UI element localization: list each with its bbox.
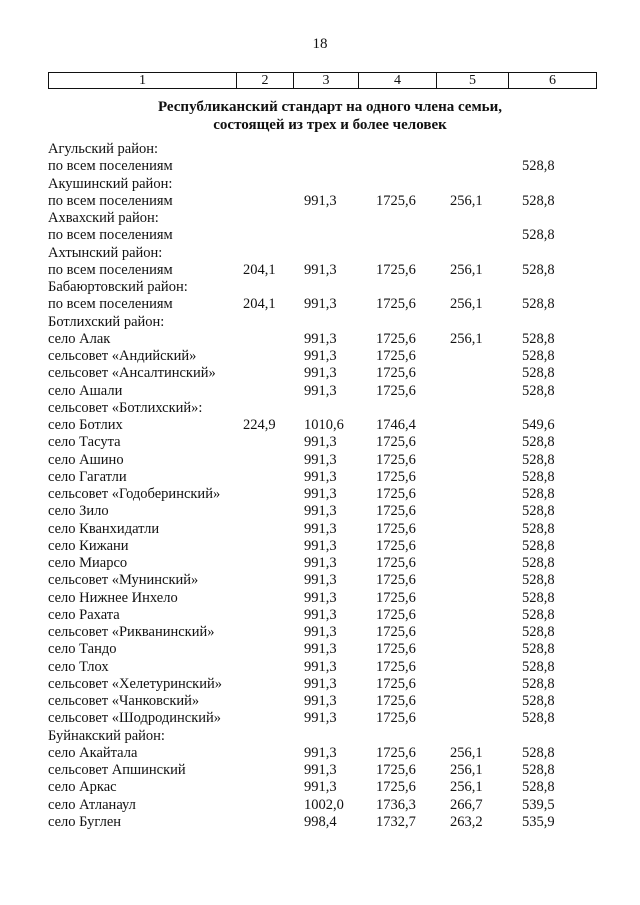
- cell-col-6: 528,8: [522, 675, 555, 692]
- cell-col-6: 528,8: [522, 330, 555, 347]
- cell-col-3: 991,3: [304, 296, 337, 313]
- cell-col-4: 1725,6: [376, 675, 416, 692]
- row-label: село Миарсо: [48, 555, 128, 571]
- row-label: сельсовет Апшинский: [48, 762, 186, 778]
- row-label: Ахвахский район:: [48, 210, 159, 226]
- table-row: [0, 245, 640, 262]
- cell-col-4: 1725,6: [376, 606, 416, 623]
- row-label: село Зило: [48, 503, 109, 520]
- cell-col-4: 1725,6: [376, 572, 416, 589]
- cell-col-3: 991,3: [304, 572, 337, 589]
- cell-col-3: 991,3: [304, 744, 337, 761]
- table-row: [0, 158, 640, 175]
- cell-col-6: 528,8: [522, 451, 555, 468]
- row-label: Агульский район:: [48, 141, 158, 157]
- table-row: [0, 227, 640, 244]
- row-label: село Тандо: [48, 641, 117, 658]
- cell-col-3: 991,3: [304, 762, 337, 778]
- cell-col-5: 256,1: [450, 744, 483, 761]
- table-row: [0, 434, 640, 451]
- table-row: [0, 262, 640, 279]
- cell-col-4: 1725,6: [376, 589, 416, 606]
- row-label: село Нижнее Инхело: [48, 589, 178, 606]
- cell-col-5: 256,1: [450, 296, 483, 313]
- cell-col-3: 991,3: [304, 451, 337, 468]
- table-row: [0, 607, 640, 624]
- row-label: село Ботлих: [48, 417, 123, 433]
- page-number: 18: [312, 36, 328, 52]
- table-row: [0, 417, 640, 434]
- cell-col-4: 1725,6: [376, 192, 416, 209]
- cell-col-4: 1725,6: [376, 365, 416, 382]
- cell-col-6: 528,8: [522, 486, 555, 502]
- row-label: село Кижани: [48, 537, 129, 554]
- cell-col-4: 1725,6: [376, 555, 416, 571]
- cell-col-5: 256,1: [450, 779, 483, 796]
- row-label: село Тлох: [48, 658, 109, 675]
- row-label: село Тасута: [48, 434, 121, 451]
- cell-col-4: 1725,6: [376, 658, 416, 675]
- cell-col-4: 1725,6: [376, 641, 416, 658]
- cell-col-2: 204,1: [243, 261, 276, 278]
- section-title-line-2: состоящей из трех и более человек: [213, 117, 447, 133]
- cell-col-4: 1725,6: [376, 382, 416, 399]
- cell-col-4: 1725,6: [376, 744, 416, 761]
- row-label: сельсовет «Ботлихский»:: [48, 399, 203, 416]
- cell-col-6: 549,6: [522, 417, 555, 433]
- row-label: Ботлихский район:: [48, 313, 165, 330]
- table-row: [0, 521, 640, 538]
- table-row: [0, 365, 640, 382]
- table-row: [0, 728, 640, 745]
- table-row: [0, 710, 640, 727]
- cell-col-4: 1725,6: [376, 486, 416, 502]
- cell-col-4: 1725,6: [376, 779, 416, 796]
- column-header-2: 2: [237, 73, 294, 89]
- cell-col-4: 1725,6: [376, 710, 416, 727]
- cell-col-6: 528,8: [522, 624, 555, 640]
- row-label: село Рахата: [48, 606, 120, 623]
- cell-col-3: 991,3: [304, 693, 337, 709]
- cell-col-4: 1725,6: [376, 451, 416, 468]
- column-header-row: [49, 73, 597, 89]
- cell-col-5: 266,7: [450, 796, 483, 813]
- cell-col-3: 991,3: [304, 348, 337, 364]
- cell-col-3: 991,3: [304, 503, 337, 520]
- cell-col-3: 991,3: [304, 675, 337, 692]
- row-label: село Буглен: [48, 813, 122, 830]
- cell-col-6: 535,9: [522, 813, 555, 830]
- cell-col-4: 1725,6: [376, 537, 416, 554]
- cell-col-6: 528,8: [522, 606, 555, 623]
- table-row: [0, 452, 640, 469]
- table-row: [0, 572, 640, 589]
- cell-col-3: 991,3: [304, 658, 337, 675]
- data-rows: [0, 141, 640, 831]
- cell-col-4: 1725,6: [376, 261, 416, 278]
- cell-col-4: 1725,6: [376, 348, 416, 364]
- cell-col-3: 991,3: [304, 589, 337, 606]
- column-header-5: 5: [437, 73, 509, 89]
- cell-col-3: 991,3: [304, 382, 337, 399]
- cell-col-6: 528,8: [522, 227, 555, 244]
- column-header-3: 3: [294, 73, 359, 89]
- section-title: [0, 98, 640, 134]
- table-row: [0, 797, 640, 814]
- column-header-table: [48, 72, 597, 89]
- row-label: село Ашали: [48, 382, 123, 399]
- cell-col-3: 991,3: [304, 710, 337, 727]
- row-label: по всем поселениям: [48, 158, 173, 175]
- table-row: [0, 210, 640, 227]
- row-label: село Атланаул: [48, 796, 136, 813]
- cell-col-6: 528,8: [522, 537, 555, 554]
- row-label: по всем поселениям: [48, 296, 173, 313]
- table-row: [0, 469, 640, 486]
- row-label: село Ашино: [48, 451, 124, 468]
- section-title-line-1: Республиканский стандарт на одного члена семьи,: [157, 99, 503, 115]
- table-row: [0, 745, 640, 762]
- cell-col-6: 528,8: [522, 365, 555, 382]
- cell-col-6: 528,8: [522, 382, 555, 399]
- table-row: [0, 193, 640, 210]
- table-row: [0, 176, 640, 193]
- table-row: [0, 348, 640, 365]
- row-label: Буйнакский район:: [48, 727, 165, 744]
- cell-col-4: 1725,6: [376, 762, 416, 778]
- cell-col-6: 528,8: [522, 158, 555, 175]
- cell-col-3: 991,3: [304, 261, 337, 278]
- cell-col-6: 528,8: [522, 589, 555, 606]
- cell-col-5: 256,1: [450, 261, 483, 278]
- cell-col-3: 991,3: [304, 779, 337, 796]
- column-header-4: 4: [359, 73, 437, 89]
- cell-col-6: 528,8: [522, 779, 555, 796]
- table-row: [0, 383, 640, 400]
- row-label: сельсовет «Мунинский»: [48, 572, 199, 589]
- cell-col-3: 991,3: [304, 606, 337, 623]
- row-label: по всем поселениям: [48, 192, 173, 209]
- cell-col-4: 1725,6: [376, 520, 416, 537]
- cell-col-6: 528,8: [522, 762, 555, 778]
- cell-col-3: 991,3: [304, 192, 337, 209]
- cell-col-6: 528,8: [522, 658, 555, 675]
- cell-col-6: 539,5: [522, 796, 555, 813]
- cell-col-5: 256,1: [450, 762, 483, 778]
- row-label: сельсовет «Годоберинский»: [48, 486, 221, 502]
- table-row: [0, 624, 640, 641]
- cell-col-6: 528,8: [522, 503, 555, 520]
- row-label: по всем поселениям: [48, 227, 173, 244]
- cell-col-3: 998,4: [304, 813, 337, 830]
- cell-col-3: 991,3: [304, 365, 337, 382]
- cell-col-3: 991,3: [304, 486, 337, 502]
- table-row: [0, 762, 640, 779]
- table-row: [0, 486, 640, 503]
- table-row: [0, 676, 640, 693]
- column-header-1: 1: [49, 73, 237, 89]
- table-row: [0, 659, 640, 676]
- cell-col-5: 256,1: [450, 192, 483, 209]
- table-row: [0, 555, 640, 572]
- cell-col-6: 528,8: [522, 710, 555, 727]
- row-label: село Кванхидатли: [48, 520, 160, 537]
- row-label: сельсовет «Чанковский»: [48, 693, 200, 709]
- row-label: сельсовет «Шодродинский»: [48, 710, 222, 727]
- cell-col-3: 991,3: [304, 537, 337, 554]
- cell-col-6: 528,8: [522, 744, 555, 761]
- row-label: Ахтынский район:: [48, 244, 163, 261]
- cell-col-6: 528,8: [522, 693, 555, 709]
- cell-col-3: 991,3: [304, 434, 337, 451]
- cell-col-6: 528,8: [522, 555, 555, 571]
- table-row: [0, 693, 640, 710]
- table-row: [0, 814, 640, 831]
- cell-col-4: 1725,6: [376, 434, 416, 451]
- cell-col-3: 991,3: [304, 641, 337, 658]
- cell-col-6: 528,8: [522, 520, 555, 537]
- table-row: [0, 641, 640, 658]
- table-row: [0, 503, 640, 520]
- table-row: [0, 141, 640, 158]
- cell-col-6: 528,8: [522, 572, 555, 589]
- row-label: село Акайтала: [48, 744, 138, 761]
- cell-col-4: 1732,7: [376, 813, 416, 830]
- cell-col-4: 1736,3: [376, 796, 416, 813]
- cell-col-4: 1725,6: [376, 693, 416, 709]
- cell-col-5: 256,1: [450, 330, 483, 347]
- cell-col-6: 528,8: [522, 434, 555, 451]
- row-label: по всем поселениям: [48, 261, 173, 278]
- row-label: Акушинский район:: [48, 175, 173, 192]
- cell-col-2: 204,1: [243, 296, 276, 313]
- cell-col-6: 528,8: [522, 296, 555, 313]
- cell-col-3: 991,3: [304, 468, 337, 485]
- cell-col-6: 528,8: [522, 641, 555, 658]
- table-row: [0, 590, 640, 607]
- cell-col-6: 528,8: [522, 192, 555, 209]
- cell-col-3: 991,3: [304, 624, 337, 640]
- cell-col-3: 1010,6: [304, 417, 344, 433]
- row-label: сельсовет «Рикванинский»: [48, 624, 215, 640]
- row-label: село Гагатли: [48, 468, 127, 485]
- cell-col-4: 1725,6: [376, 296, 416, 313]
- table-row: [0, 779, 640, 796]
- cell-col-2: 224,9: [243, 417, 276, 433]
- column-header-6: 6: [509, 73, 597, 89]
- row-label: село Алак: [48, 330, 111, 347]
- row-label: Бабаюртовский район:: [48, 279, 188, 295]
- row-label: сельсовет «Андийский»: [48, 348, 197, 364]
- cell-col-3: 991,3: [304, 520, 337, 537]
- cell-col-4: 1725,6: [376, 624, 416, 640]
- table-row: [0, 279, 640, 296]
- cell-col-6: 528,8: [522, 348, 555, 364]
- cell-col-4: 1725,6: [376, 503, 416, 520]
- row-label: сельсовет «Ансалтинский»: [48, 365, 216, 382]
- table-row: [0, 331, 640, 348]
- cell-col-4: 1725,6: [376, 468, 416, 485]
- cell-col-3: 991,3: [304, 555, 337, 571]
- row-label: село Аркас: [48, 779, 117, 796]
- cell-col-6: 528,8: [522, 261, 555, 278]
- cell-col-4: 1746,4: [376, 417, 416, 433]
- row-label: сельсовет «Хелетуринский»: [48, 675, 222, 692]
- cell-col-3: 1002,0: [304, 796, 344, 813]
- cell-col-3: 991,3: [304, 330, 337, 347]
- table-row: [0, 296, 640, 313]
- table-row: [0, 400, 640, 417]
- cell-col-6: 528,8: [522, 468, 555, 485]
- table-row: [0, 314, 640, 331]
- cell-col-5: 263,2: [450, 813, 483, 830]
- table-row: [0, 538, 640, 555]
- cell-col-4: 1725,6: [376, 330, 416, 347]
